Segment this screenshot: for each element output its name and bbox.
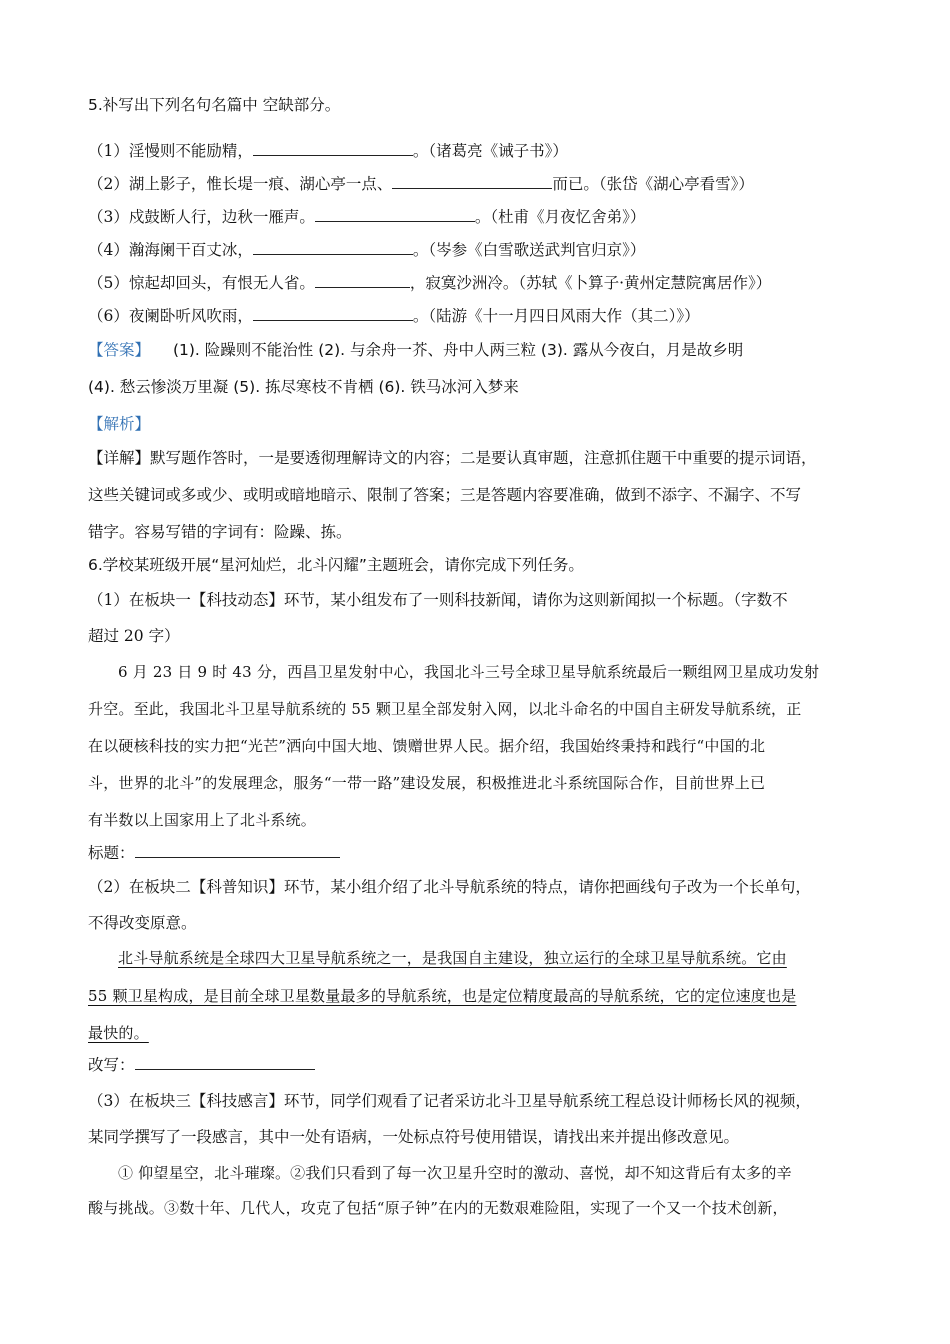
detail-line-3: 错字。容易写错的字词有：险躁、拣。 [88, 523, 352, 541]
answer-blank[interactable] [315, 207, 475, 222]
q5-item-source: 。（陆游《十一月四日风雨大作（其二）》） [412, 307, 700, 325]
title-answer-row [88, 843, 340, 863]
q5-item-2 [88, 174, 754, 194]
rewrite-input[interactable] [135, 1055, 315, 1070]
q5-title: 5.补写出下列名句名篇中 空缺部分。 [88, 96, 341, 114]
q5-item-6 [88, 306, 700, 326]
rewrite-answer-row [88, 1055, 315, 1075]
analysis-tag: 【解析】 [88, 415, 151, 433]
answer-text: (1). 险躁则不能治性 (2). 与余舟一芥、舟中人两三粒 (3). 露从今夜白，月是故乡明 [172, 341, 744, 359]
news-line-4: 斗，世界的北斗”的发展理念，服务“一带一路”建设发展，积极推进北斗系统国际合作，目前世界上已 [88, 774, 766, 792]
q5-item-4 [88, 240, 645, 260]
q5-answer-line-1 [88, 340, 743, 360]
title-label: 标题： [88, 844, 135, 862]
q6-part3-line-2: 某同学撰写了一段感言，其中一处有语病，一处标点符号使用错误，请找出来并提出修改意见。 [88, 1128, 740, 1146]
underlined-line-2: 55 颗卫星构成，是目前全球卫星数量最多的导航系统，也是定位精度最高的导航系统，它的定位速度也是 [88, 987, 797, 1005]
q5-item-1 [88, 141, 568, 161]
answer-tag: 【答案】 [88, 341, 151, 359]
news-line-1: 6 月 23 日 9 时 43 分，西昌卫星发射中心，我国北斗三号全球卫星导航系统最后一颗组网卫星成功发射 [118, 663, 820, 681]
q5-item-source: 。（杜甫《月夜忆舍弟》） [474, 208, 646, 226]
answer-blank[interactable] [253, 306, 413, 321]
detail-line-1: 【详解】默写题作答时，一是要透彻理解诗文的内容；二是要认真审题，注意抓住题干中重要的提示词语， [88, 449, 817, 467]
q5-item-3 [88, 207, 645, 227]
title-input[interactable] [135, 843, 340, 858]
answer-blank[interactable] [253, 240, 413, 255]
answer-blank[interactable] [315, 273, 410, 288]
news-line-2: 升空。至此，我国北斗卫星导航系统的 55 颗卫星全部发射入网，以北斗命名的中国自主研发导航系统，正 [88, 700, 802, 718]
news-line-3: 在以硬核科技的实力把“光芒”洒向中国大地、馈赠世界人民。据介绍，我国始终秉持和践行“中国的北 [88, 737, 766, 755]
q5-item-source: 而已。（张岱《湖心亭看雪》） [552, 175, 754, 193]
q6-part2-line-2: 不得改变原意。 [88, 914, 197, 932]
underlined-line-3: 最快的。 [88, 1024, 149, 1042]
q6-part2-line-1: （2）在板块二【科普知识】环节，某小组介绍了北斗导航系统的特点，请你把画线句子改为一个长单句， [88, 878, 811, 896]
detail-line-2: 这些关键词或多或少、或明或暗地暗示、限制了答案；三是答题内容要准确，做到不添字、不漏字、不写 [88, 486, 802, 504]
q6-part1-line-1: （1）在板块一【科技动态】环节，某小组发布了一则科技新闻，请你为这则新闻拟一个标题。（字数不 [88, 591, 788, 609]
rewrite-label: 改写： [88, 1056, 135, 1074]
q5-item-text: （3）戍鼓断人行，边秋一雁声。 [88, 208, 315, 226]
q5-item-source: 。（诸葛亮《诫子书》） [412, 142, 568, 160]
answer-blank[interactable] [253, 141, 413, 156]
essay-line-2: 酸与挑战。③数十年、几代人，攻克了包括“原子钟”在内的无数艰难险阻，实现了一个又一个技术创新， [88, 1199, 788, 1217]
q5-item-text: （6）夜阑卧听风吹雨， [88, 307, 253, 325]
q6-part3-line-1: （3）在板块三【科技感言】环节，同学们观看了记者采访北斗卫星导航系统工程总设计师杨长风的视频， [88, 1092, 811, 1110]
q5-item-source: ，寂寞沙洲冷。（苏轼《卜算子·黄州定慧院寓居作》） [409, 274, 772, 292]
q5-item-source: 。（岑参《白雪歌送武判官归京》） [412, 241, 646, 259]
q5-item-text: （2）湖上影子，惟长堤一痕、湖心亭一点、 [88, 175, 393, 193]
answer-blank[interactable] [392, 174, 552, 189]
underlined-line-1: 北斗导航系统是全球四大卫星导航系统之一，是我国自主建设，独立运行的全球卫星导航系统。它由 [118, 949, 787, 967]
q5-item-text: （5）惊起却回头，有恨无人省。 [88, 274, 315, 292]
q5-answer-line-2: (4). 愁云惨淡万里凝 (5). 拣尽寒枝不肯栖 (6). 铁马冰河入梦来 [88, 378, 519, 396]
q6-title: 6.学校某班级开展“星河灿烂，北斗闪耀”主题班会，请你完成下列任务。 [88, 556, 584, 574]
q6-part1-line-2: 超过 20 字） [88, 627, 180, 645]
essay-line-1: ① 仰望星空，北斗璀璨。②我们只看到了每一次卫星升空时的激动、喜悦，却不知这背后有太多的辛 [118, 1164, 792, 1182]
q5-item-text: （1）淫慢则不能励精， [88, 142, 253, 160]
q5-item-5 [88, 273, 771, 293]
news-line-5: 有半数以上国家用上了北斗系统。 [88, 811, 317, 829]
q5-item-text: （4）瀚海阑干百丈冰， [88, 241, 253, 259]
